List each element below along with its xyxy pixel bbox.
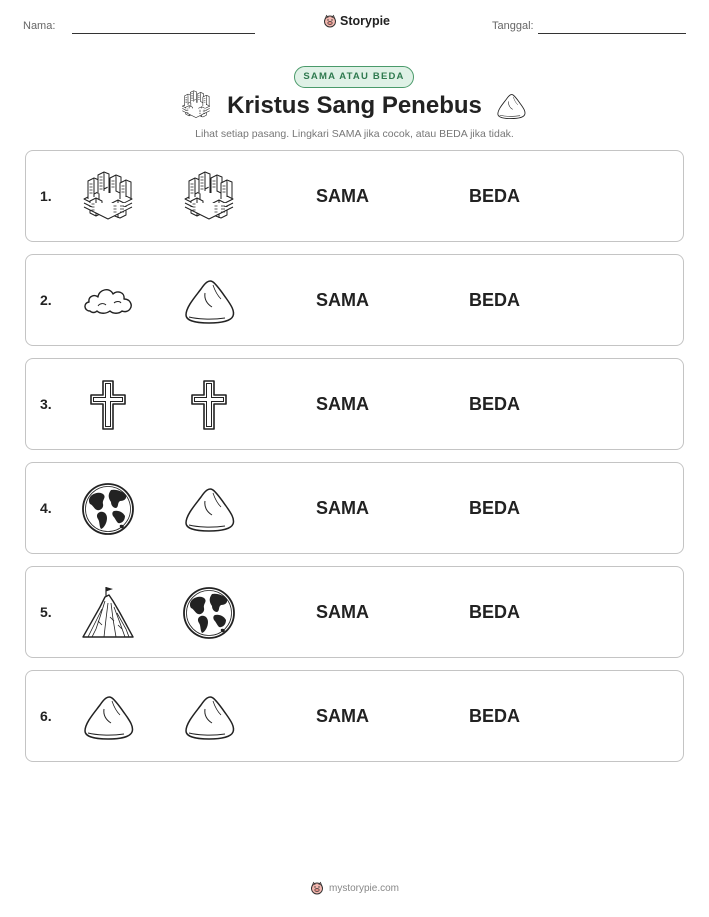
date-label: Tanggal: <box>492 20 534 32</box>
pig-logo-icon <box>310 881 324 895</box>
footer <box>0 881 709 895</box>
different-option[interactable]: BEDA <box>469 290 521 310</box>
exercise-row-4 <box>25 462 684 554</box>
globe-icon <box>80 481 136 537</box>
page-title: Kristus Sang Penebus <box>227 92 482 119</box>
same-option[interactable]: SAMA <box>316 706 369 726</box>
row-number: 4. <box>40 500 52 516</box>
exercise-row-3 <box>25 358 684 450</box>
mountain-rock-icon <box>495 90 527 122</box>
brand-name: Storypie <box>340 14 391 28</box>
different-option[interactable]: BEDA <box>469 602 521 622</box>
mountain-rock-icon <box>181 273 237 329</box>
activity-badge: SAMA ATAU BEDA <box>294 66 414 88</box>
cross-icon <box>80 377 136 433</box>
same-option[interactable]: SAMA <box>316 186 369 206</box>
row-number: 2. <box>40 292 52 308</box>
brand-logo <box>323 14 390 28</box>
same-option[interactable]: SAMA <box>316 394 369 414</box>
different-option[interactable]: BEDA <box>469 186 521 206</box>
globe-icon <box>181 585 237 641</box>
mountain-flag-icon <box>80 585 136 641</box>
row-number: 1. <box>40 188 52 204</box>
same-option[interactable]: SAMA <box>316 602 369 622</box>
same-option[interactable]: SAMA <box>316 498 369 518</box>
same-option[interactable]: SAMA <box>316 290 369 310</box>
different-option[interactable]: BEDA <box>469 498 521 518</box>
instructions: Lihat setiap pasang. Lingkari SAMA jika cocok, atau BEDA jika tidak. <box>195 128 514 140</box>
different-option[interactable]: BEDA <box>469 706 521 726</box>
cloud-icon <box>80 273 136 329</box>
pig-logo-icon <box>323 14 337 28</box>
date-line[interactable] <box>538 33 686 34</box>
city-icon <box>181 169 237 225</box>
exercise-row-6 <box>25 670 684 762</box>
mountain-rock-icon <box>80 689 136 745</box>
exercise-row-2 <box>25 254 684 346</box>
row-number: 5. <box>40 604 52 620</box>
cross-icon <box>181 377 237 433</box>
exercise-row-1 <box>25 150 684 242</box>
mountain-rock-icon <box>181 689 237 745</box>
mountain-rock-icon <box>181 481 237 537</box>
row-number: 3. <box>40 396 52 412</box>
footer-url[interactable]: mystorypie.com <box>328 882 399 894</box>
row-number: 6. <box>40 708 52 724</box>
different-option[interactable]: BEDA <box>469 394 521 414</box>
city-icon <box>80 169 136 225</box>
name-line[interactable] <box>72 33 255 34</box>
name-label: Nama: <box>23 20 56 32</box>
exercise-row-5 <box>25 566 684 658</box>
